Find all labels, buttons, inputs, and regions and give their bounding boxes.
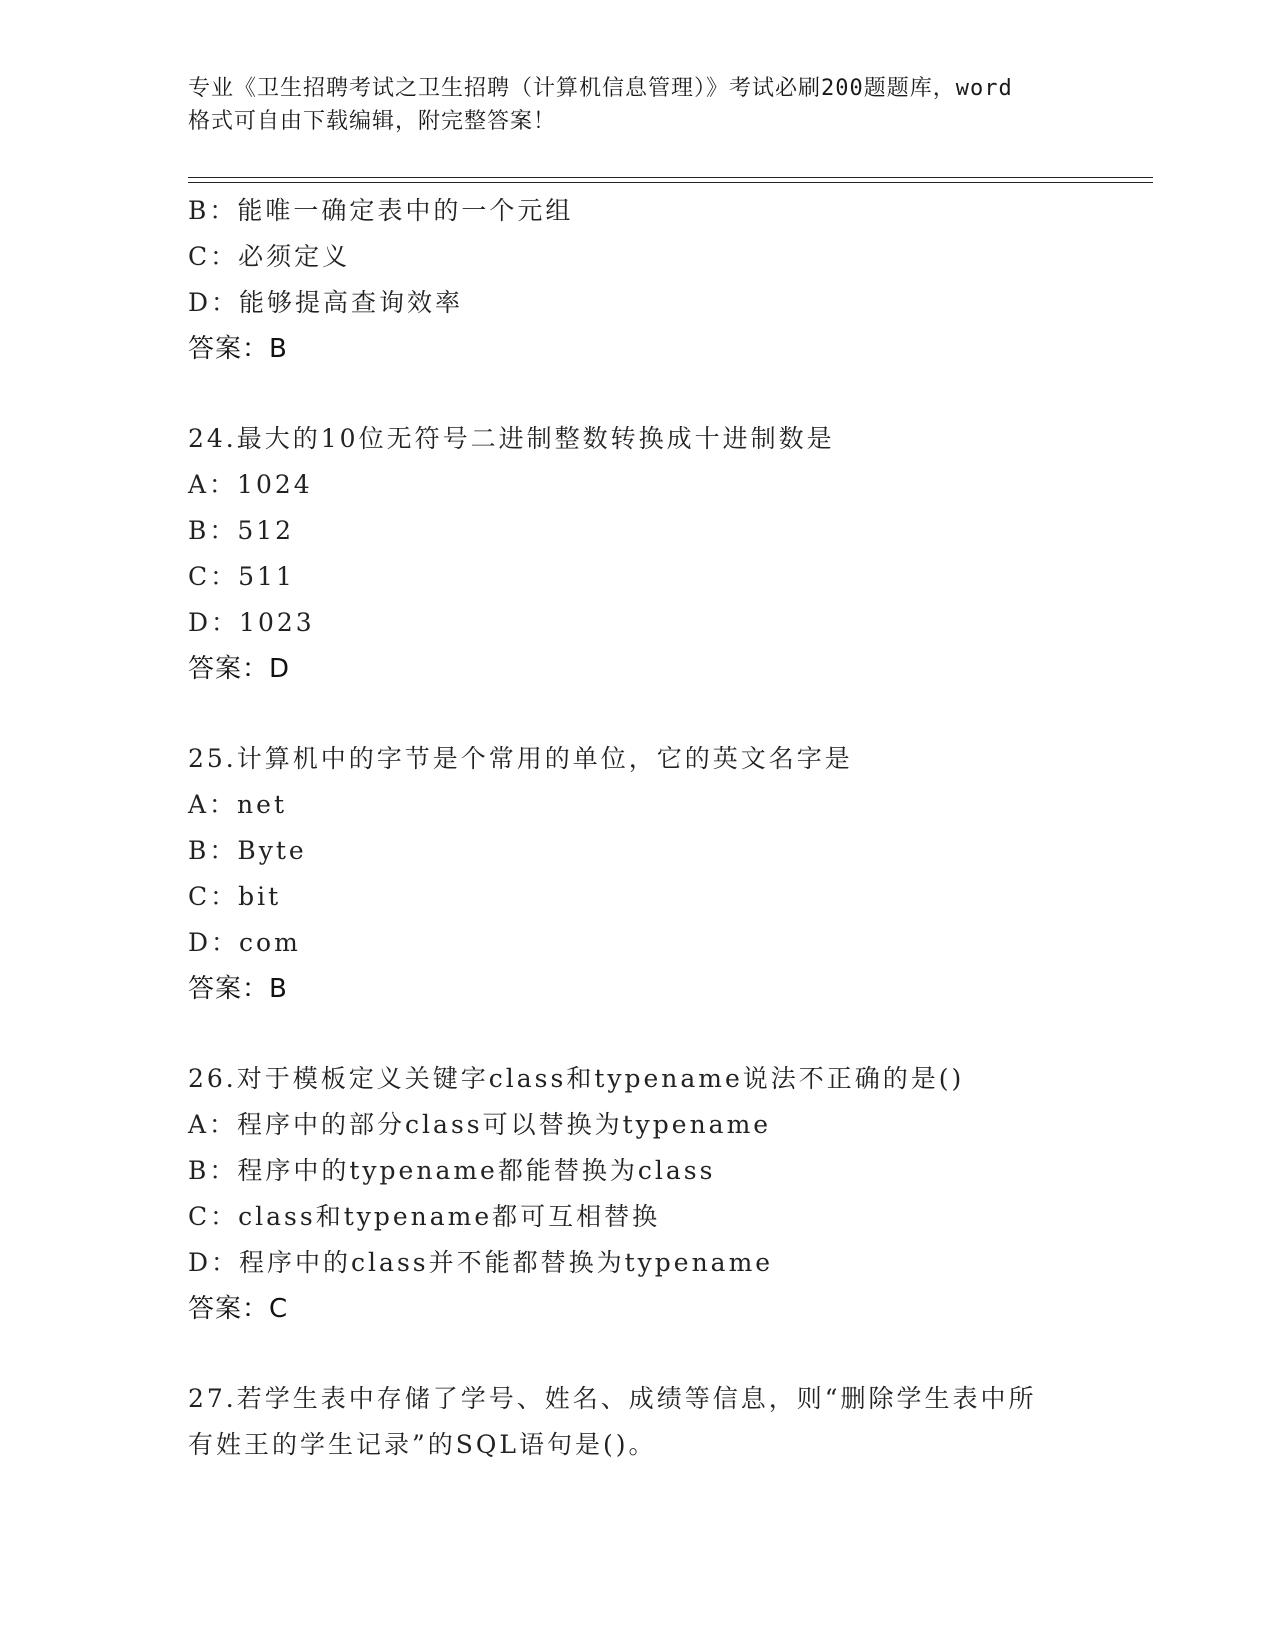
question-text: 25.计算机中的字节是个常用的单位，它的英文名字是: [188, 744, 853, 773]
option-d: D：能够提高查询效率: [188, 288, 464, 317]
header-rule-bottom: [188, 182, 1153, 183]
page-header: [188, 72, 1088, 138]
question-text: 24.最大的10位无符号二进制整数转换成十进制数是: [188, 424, 835, 453]
question-list: [188, 188, 1148, 1468]
answer: 答案：C: [188, 1294, 289, 1324]
answer: 答案：B: [188, 974, 288, 1004]
option-a: A：程序中的部分class可以替换为typename: [188, 1110, 772, 1139]
option-d: D：程序中的class并不能都替换为typename: [188, 1248, 774, 1277]
option-a: A：net: [188, 790, 287, 819]
question-26: [188, 1056, 1148, 1332]
option-b: B：能唯一确定表中的一个元组: [188, 196, 574, 225]
question-27: [188, 1376, 1148, 1468]
question-text-line-2: 有姓王的学生记录”的SQL语句是()。: [188, 1430, 657, 1459]
option-b: B：512: [188, 516, 295, 545]
answer: 答案：B: [188, 334, 288, 364]
answer: 答案：D: [188, 654, 291, 684]
option-b: B：Byte: [188, 836, 307, 865]
option-d: D：com: [188, 928, 301, 957]
option-c: C：class和typename都可互相替换: [188, 1202, 661, 1231]
option-b: B：程序中的typename都能替换为class: [188, 1156, 716, 1185]
header-line-1: 专业《卫生招聘考试之卫生招聘（计算机信息管理）》考试必刷200题题库，word: [188, 76, 1013, 101]
option-a: A：1024: [188, 470, 313, 499]
option-d: D：1023: [188, 608, 315, 637]
question-25: [188, 736, 1148, 1012]
question-23: [188, 188, 1148, 372]
option-c: C：511: [188, 562, 295, 591]
header-rule-top: [188, 177, 1153, 178]
option-c: C：bit: [188, 882, 282, 911]
header-line-2: 格式可自由下载编辑，附完整答案！: [188, 109, 557, 134]
question-24: [188, 416, 1148, 692]
option-c: C：必须定义: [188, 242, 351, 271]
question-text: 26.对于模板定义关键字class和typename说法不正确的是(): [188, 1064, 965, 1093]
question-text-line-1: 27.若学生表中存储了学号、姓名、成绩等信息，则“删除学生表中所: [188, 1384, 1037, 1413]
